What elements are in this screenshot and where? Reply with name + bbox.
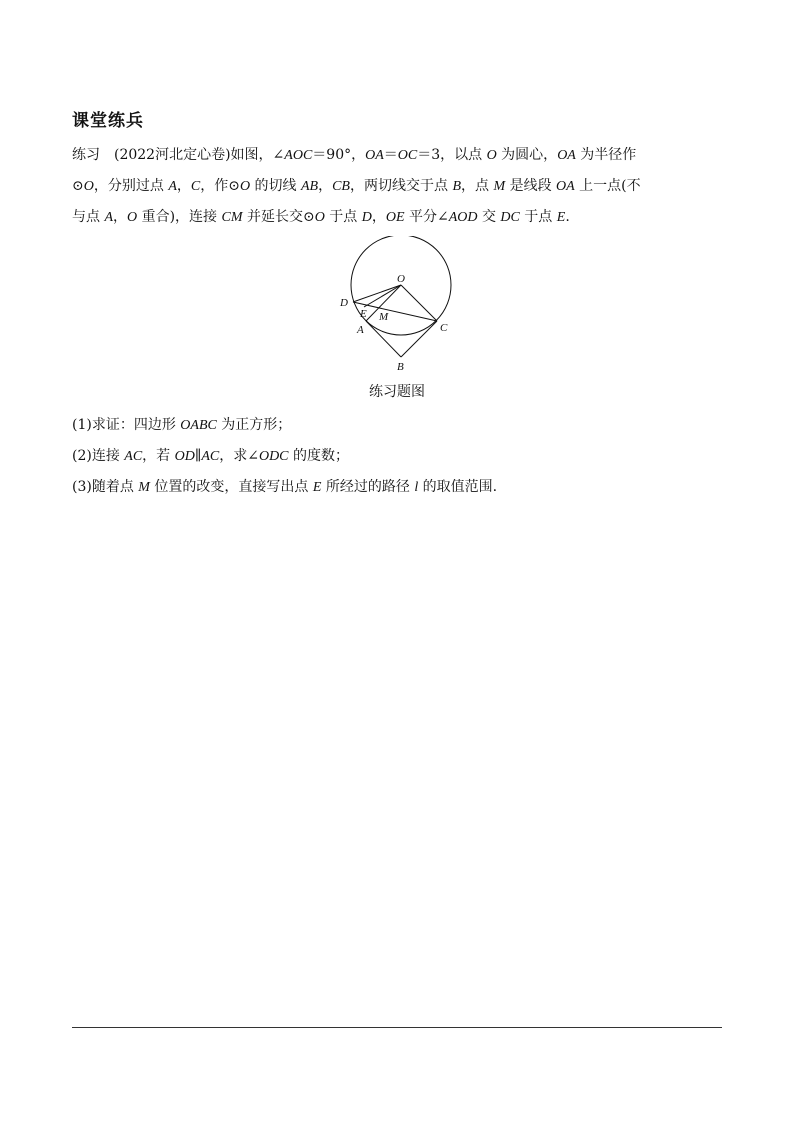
section-title: 课堂练兵 [72, 111, 144, 131]
label-d: D [340, 297, 348, 309]
footer-divider [72, 1027, 722, 1028]
segment-oc [401, 285, 437, 321]
label-m: M [379, 311, 389, 323]
figure-caption: 练习题图 [369, 384, 425, 400]
label-c: C [440, 322, 448, 334]
tangent-ab [366, 321, 401, 357]
label-e: E [360, 308, 367, 320]
question-1: (1)求证：四边形 OABC 为正方形； [72, 417, 292, 433]
label-a: A [357, 324, 364, 336]
problem-line-1: 练习 (2022河北定心卷)如图，∠AOC＝90°，OA＝OC＝3，以点 O 为圆心，OA 为半径作 [72, 147, 637, 163]
label-o: O [397, 273, 405, 285]
tangent-cb [401, 321, 437, 357]
geometry-figure [334, 236, 464, 376]
geometry-svg [334, 236, 464, 376]
question-2: (2)连接 AC，若 OD∥AC，求∠ODC 的度数； [72, 448, 349, 464]
label-b: B [397, 361, 404, 373]
problem-line-3: 与点 A，O 重合)，连接 CM 并延长交⊙O 于点 D，OE 平分∠AOD 交 DC 于点 E. [72, 209, 570, 225]
question-3: (3)随着点 M 位置的改变，直接写出点 E 所经过的路径 l 的取值范围. [72, 479, 498, 495]
problem-line-2: ⊙O，分别过点 A，C，作⊙O 的切线 AB，CB，两切线交于点 B，点 M 是线段 OA 上一点(不 [72, 178, 641, 194]
